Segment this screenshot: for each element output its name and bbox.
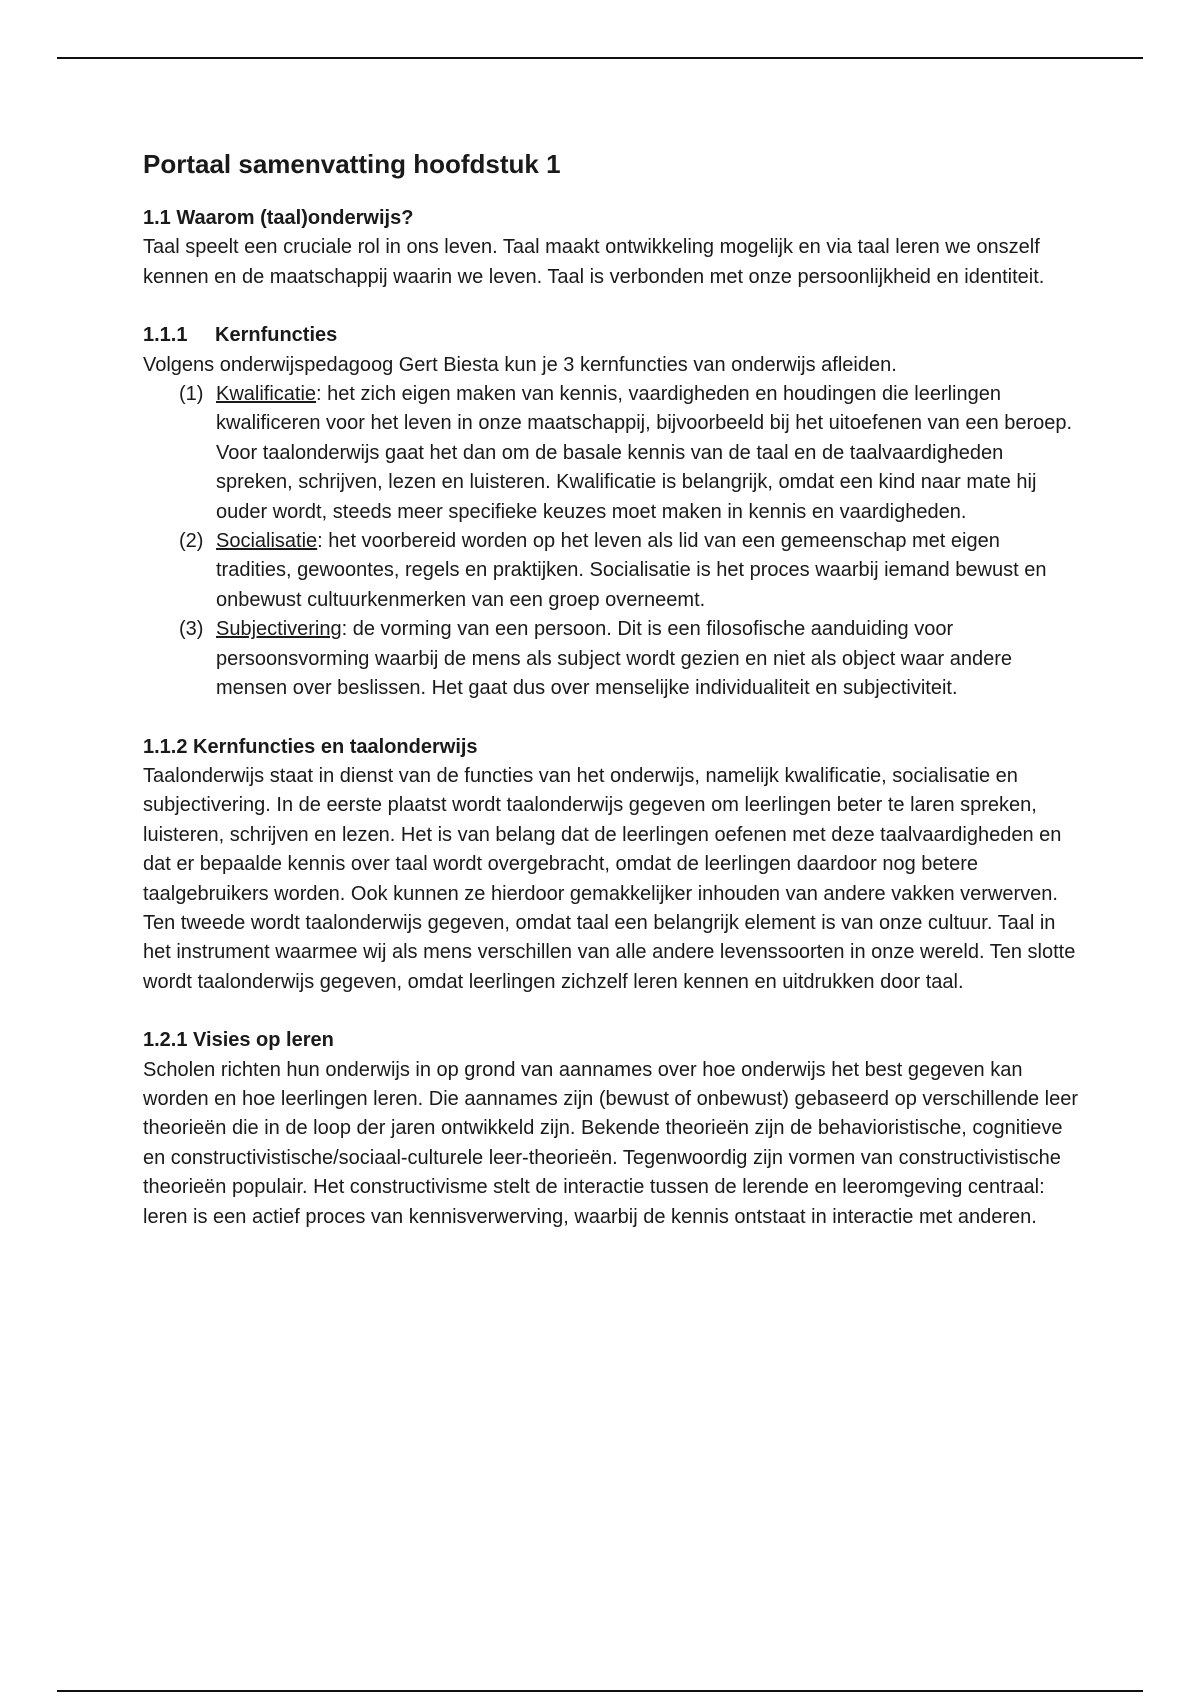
list-item-text: : het zich eigen maken van kennis, vaardigheden en houdingen die leerlingen kwalificeren voor het leven in onze maatschappij, bijvoorbeeld bij het uitoefenen van een beroep. Voor taalonderwijs gaat het dan om de basale kennis van de taal en de taalvaardigheden spreken, schrijven, lezen en luisteren. Kwalificatie is belangrijk, omdat een kind naar mate hij ouder wordt, steeds meer specifieke keuzes moet maken in kennis en vaardigheden.	[216, 383, 1073, 523]
section-heading: 1.2.1 Visies op leren	[143, 1029, 334, 1052]
term-kwalificatie: Kwalificatie	[216, 383, 317, 406]
kernfuncties-list	[143, 380, 1078, 703]
section-kernfuncties	[143, 321, 1078, 703]
section-heading: 1.1.2 Kernfuncties en taalonderwijs	[143, 735, 478, 758]
section-paragraph: Taalonderwijs staat in dienst van de functies van het onderwijs, namelijk kwalificatie, socialisatie en subjectivering. In de eerste plaatst wordt taalonderwijs gegeven om leerlingen beter te laren spreken, luisteren, schrijven en lezen. Het is van belang dat de leerlingen oefenen met deze taalvaardigheden en dat er bepaalde kennis over taal wordt overgebracht, omdat de leerlingen daardoor nog betere taalgebruikers worden. Ook kunnen ze hierdoor gemakkelijker inhouden van andere vakken verwerven. Ten tweede wordt taalonderwijs gegeven, omdat taal een belangrijk element is van onze cultuur. Taal in het instrument waarmee wij als mens verschillen van alle andere levenssoorten in onze wereld. Ten slotte wordt taalonderwijs gegeven, omdat leerlingen zichzelf leren kennen en uitdrukken door taal.	[143, 764, 1076, 993]
document-title: Portaal samenvatting hoofdstuk 1	[143, 149, 561, 179]
section-kernfuncties-taalonderwijs	[143, 733, 1078, 998]
list-item-kwalificatie	[143, 380, 1078, 527]
header-rule	[57, 57, 1143, 59]
term-socialisatie: Socialisatie	[216, 530, 318, 553]
list-item-subjectivering	[143, 615, 1078, 703]
section-visies-op-leren	[143, 1026, 1078, 1232]
section-heading	[143, 321, 1078, 350]
list-marker: (3)	[179, 618, 204, 641]
section-paragraph: Taal speelt een cruciale rol in ons leven. Taal maakt ontwikkeling mogelijk en via taal leren we onszelf kennen en de maatschappij waarin we leven. Taal is verbonden met onze persoonlijkheid en identiteit.	[143, 236, 1045, 288]
list-item-text: : het voorbereid worden op het leven als lid van een gemeenschap met eigen tradities, gewoontes, regels en praktijken. Socialisatie is het proces waarbij iemand bewust en onbewust cultuurkenmerken van een groep overneemt.	[216, 530, 1047, 611]
list-marker: (1)	[179, 383, 204, 406]
list-item-socialisatie	[143, 527, 1078, 615]
list-marker: (2)	[179, 530, 204, 553]
heading-text: Kernfuncties	[215, 324, 338, 347]
footer-rule	[57, 1690, 1143, 1692]
list-item-text: : de vorming van een persoon. Dit is een filosofische aanduiding voor persoonsvorming waarbij de mens als subject wordt gezien en niet als object waar andere mensen over beslissen. Het gaat dus over menselijke individualiteit en subjectiviteit.	[216, 618, 1012, 700]
term-subjectivering: Subjectivering	[216, 618, 342, 641]
section-intro: Volgens onderwijspedagoog Gert Biesta kun je 3 kernfuncties van onderwijs afleiden.	[143, 353, 897, 376]
section-waarom-taalonderwijs	[143, 204, 1078, 292]
section-paragraph: Scholen richten hun onderwijs in op grond van aannames over hoe onderwijs het best gegeven kan worden en hoe leerlingen leren. Die aannames zijn (bewust of onbewust) gebaseerd op verschillende leer theorieën die in de loop der jaren ontwikkeld zijn. Bekende theorieën zijn de behavioristische, cognitieve en constructivistische/sociaal-culturele leer-theorieën. Tegenwoordig zijn vormen van constructivistische theorieën populair. Het constructivisme stelt de interactie tussen de lerende en leeromgeving centraal: leren is een actief proces van kennisverwerving, waarbij de kennis ontstaat in interactie met anderen.	[143, 1058, 1079, 1228]
document-body	[143, 146, 1078, 1261]
section-heading: 1.1 Waarom (taal)onderwijs?	[143, 207, 414, 229]
heading-number: 1.1.1	[143, 324, 188, 347]
